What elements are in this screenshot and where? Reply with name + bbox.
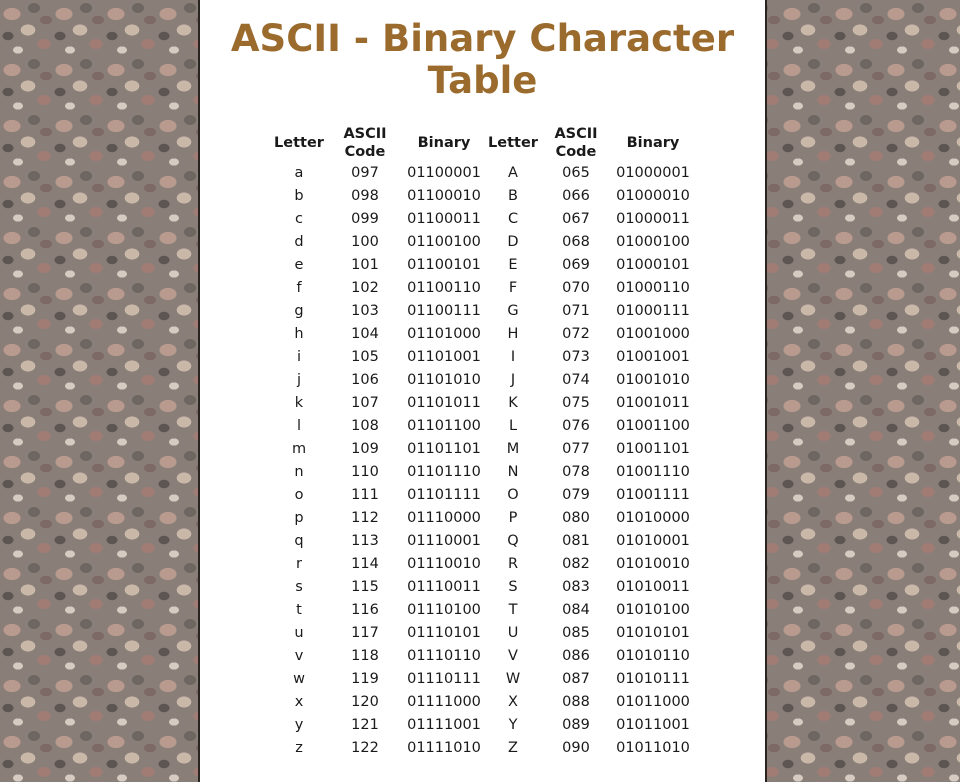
header-letter-lower: Letter bbox=[274, 135, 324, 151]
cell-letter-lower: g bbox=[294, 303, 304, 319]
cell-letter-lower: r bbox=[296, 556, 302, 572]
cell-binary-upper: 01001011 bbox=[616, 395, 690, 411]
cell-letter-upper: K bbox=[508, 395, 518, 411]
cell-letter-upper: E bbox=[508, 257, 518, 273]
cell-letter-upper: A bbox=[508, 165, 518, 181]
table-row bbox=[268, 622, 692, 645]
right-border bbox=[765, 0, 767, 782]
cell-ascii-code-upper: 075 bbox=[562, 395, 590, 411]
cell-ascii-code-lower: 100 bbox=[351, 234, 379, 250]
cell-ascii-code-upper: 077 bbox=[562, 441, 590, 457]
cell-binary-lower: 01110110 bbox=[407, 648, 481, 664]
table-row bbox=[268, 484, 692, 507]
cell-letter-upper: B bbox=[508, 188, 518, 204]
cell-letter-upper: I bbox=[510, 349, 516, 365]
table-row bbox=[268, 415, 692, 438]
table-row bbox=[268, 645, 692, 668]
cell-ascii-code-lower: 116 bbox=[351, 602, 379, 618]
cell-letter-lower: q bbox=[294, 533, 304, 549]
cell-binary-upper: 01000001 bbox=[616, 165, 690, 181]
cell-letter-lower: w bbox=[293, 671, 305, 687]
table-row bbox=[268, 300, 692, 323]
cell-binary-upper: 01001000 bbox=[616, 326, 690, 342]
content-panel bbox=[200, 0, 765, 782]
cell-letter-upper: H bbox=[507, 326, 519, 342]
cell-letter-lower: h bbox=[294, 326, 304, 342]
table-row bbox=[268, 737, 692, 760]
cell-ascii-code-lower: 099 bbox=[351, 211, 379, 227]
cell-letter-upper: Q bbox=[507, 533, 519, 549]
cell-letter-upper: J bbox=[510, 372, 516, 388]
cell-letter-upper: C bbox=[507, 211, 519, 227]
cell-ascii-code-lower: 097 bbox=[351, 165, 379, 181]
cell-letter-upper: V bbox=[508, 648, 518, 664]
cell-letter-lower: s bbox=[295, 579, 303, 595]
cell-binary-lower: 01101001 bbox=[407, 349, 481, 365]
cell-letter-lower: d bbox=[294, 234, 304, 250]
cell-ascii-code-lower: 120 bbox=[351, 694, 379, 710]
cell-binary-lower: 01111001 bbox=[407, 717, 481, 733]
cell-letter-lower: j bbox=[296, 372, 302, 388]
cell-ascii-code-upper: 088 bbox=[562, 694, 590, 710]
cell-ascii-code-lower: 101 bbox=[351, 257, 379, 273]
cell-letter-upper: N bbox=[507, 464, 519, 480]
table-row bbox=[268, 507, 692, 530]
cell-binary-lower: 01111010 bbox=[407, 740, 481, 756]
cell-ascii-code-lower: 109 bbox=[351, 441, 379, 457]
table-row bbox=[268, 438, 692, 461]
cell-ascii-code-upper: 090 bbox=[562, 740, 590, 756]
cell-ascii-code-lower: 113 bbox=[351, 533, 379, 549]
cell-letter-upper: L bbox=[508, 418, 518, 434]
cell-binary-upper: 01010001 bbox=[616, 533, 690, 549]
cell-binary-lower: 01100001 bbox=[407, 165, 481, 181]
cell-binary-upper: 01010000 bbox=[616, 510, 690, 526]
cell-letter-lower: l bbox=[296, 418, 302, 434]
cell-ascii-code-upper: 066 bbox=[562, 188, 590, 204]
cell-binary-lower: 01100100 bbox=[407, 234, 481, 250]
cell-binary-lower: 01100111 bbox=[407, 303, 481, 319]
cell-letter-lower: m bbox=[291, 441, 307, 457]
table-row bbox=[268, 323, 692, 346]
cell-binary-lower: 01101110 bbox=[407, 464, 481, 480]
cell-binary-upper: 01010110 bbox=[616, 648, 690, 664]
table-row bbox=[268, 461, 692, 484]
cell-ascii-code-lower: 112 bbox=[351, 510, 379, 526]
header-ascii-code-lower: ASCII Code bbox=[343, 126, 387, 160]
table-row bbox=[268, 553, 692, 576]
table-row bbox=[268, 530, 692, 553]
cell-ascii-code-upper: 083 bbox=[562, 579, 590, 595]
cell-ascii-code-lower: 118 bbox=[351, 648, 379, 664]
cell-binary-lower: 01111000 bbox=[407, 694, 481, 710]
cell-binary-lower: 01100011 bbox=[407, 211, 481, 227]
cell-binary-lower: 01101101 bbox=[407, 441, 481, 457]
cell-ascii-code-lower: 115 bbox=[351, 579, 379, 595]
cell-letter-lower: y bbox=[294, 717, 304, 733]
cell-letter-upper: Z bbox=[508, 740, 518, 756]
table-row bbox=[268, 208, 692, 231]
cell-letter-lower: f bbox=[296, 280, 302, 296]
cell-binary-lower: 01110000 bbox=[407, 510, 481, 526]
cell-ascii-code-upper: 087 bbox=[562, 671, 590, 687]
cell-ascii-code-upper: 076 bbox=[562, 418, 590, 434]
table-row bbox=[268, 185, 692, 208]
cell-letter-lower: e bbox=[294, 257, 304, 273]
cell-binary-upper: 01000100 bbox=[616, 234, 690, 250]
page-title: ASCII - Binary Character Table bbox=[230, 17, 735, 102]
table-body bbox=[268, 162, 692, 760]
cell-binary-upper: 01001100 bbox=[616, 418, 690, 434]
cell-ascii-code-upper: 073 bbox=[562, 349, 590, 365]
cell-ascii-code-lower: 107 bbox=[351, 395, 379, 411]
cell-ascii-code-upper: 069 bbox=[562, 257, 590, 273]
cell-letter-lower: x bbox=[294, 694, 304, 710]
cell-ascii-code-lower: 108 bbox=[351, 418, 379, 434]
cell-ascii-code-lower: 104 bbox=[351, 326, 379, 342]
cell-binary-upper: 01010011 bbox=[616, 579, 690, 595]
table-row bbox=[268, 254, 692, 277]
cell-letter-upper: G bbox=[507, 303, 519, 319]
cell-letter-lower: t bbox=[296, 602, 302, 618]
cell-binary-upper: 01001110 bbox=[616, 464, 690, 480]
cell-ascii-code-lower: 121 bbox=[351, 717, 379, 733]
cell-binary-upper: 01010101 bbox=[616, 625, 690, 641]
cell-binary-lower: 01101010 bbox=[407, 372, 481, 388]
cell-binary-upper: 01010100 bbox=[616, 602, 690, 618]
cell-ascii-code-upper: 084 bbox=[562, 602, 590, 618]
cell-binary-upper: 01011010 bbox=[616, 740, 690, 756]
cell-ascii-code-upper: 067 bbox=[562, 211, 590, 227]
cell-letter-lower: o bbox=[294, 487, 304, 503]
cell-binary-lower: 01100010 bbox=[407, 188, 481, 204]
table-row bbox=[268, 691, 692, 714]
cell-letter-upper: U bbox=[507, 625, 519, 641]
cell-ascii-code-lower: 117 bbox=[351, 625, 379, 641]
cell-letter-upper: O bbox=[507, 487, 519, 503]
cell-ascii-code-lower: 103 bbox=[351, 303, 379, 319]
cell-letter-upper: P bbox=[508, 510, 518, 526]
cell-ascii-code-upper: 085 bbox=[562, 625, 590, 641]
cell-ascii-code-upper: 065 bbox=[562, 165, 590, 181]
cell-letter-upper: R bbox=[507, 556, 519, 572]
cell-binary-lower: 01100110 bbox=[407, 280, 481, 296]
cell-ascii-code-upper: 086 bbox=[562, 648, 590, 664]
table-row bbox=[268, 369, 692, 392]
cell-letter-lower: b bbox=[294, 188, 304, 204]
ascii-binary-table bbox=[268, 124, 692, 760]
cell-letter-lower: v bbox=[294, 648, 304, 664]
cell-letter-lower: c bbox=[295, 211, 303, 227]
cell-ascii-code-lower: 105 bbox=[351, 349, 379, 365]
cell-ascii-code-lower: 119 bbox=[351, 671, 379, 687]
cell-letter-upper: D bbox=[507, 234, 519, 250]
cell-letter-lower: n bbox=[294, 464, 304, 480]
cell-letter-lower: i bbox=[296, 349, 302, 365]
cell-binary-upper: 01000111 bbox=[616, 303, 690, 319]
cell-ascii-code-upper: 078 bbox=[562, 464, 590, 480]
cell-letter-upper: T bbox=[508, 602, 518, 618]
cell-ascii-code-lower: 106 bbox=[351, 372, 379, 388]
cell-ascii-code-upper: 081 bbox=[562, 533, 590, 549]
cell-letter-lower: a bbox=[294, 165, 304, 181]
cell-letter-upper: S bbox=[508, 579, 518, 595]
table-row bbox=[268, 714, 692, 737]
cell-binary-upper: 01001010 bbox=[616, 372, 690, 388]
cell-ascii-code-upper: 071 bbox=[562, 303, 590, 319]
cell-letter-lower: u bbox=[294, 625, 304, 641]
cell-ascii-code-lower: 110 bbox=[351, 464, 379, 480]
cell-ascii-code-upper: 070 bbox=[562, 280, 590, 296]
cell-ascii-code-upper: 068 bbox=[562, 234, 590, 250]
cell-ascii-code-upper: 082 bbox=[562, 556, 590, 572]
cell-binary-upper: 01000110 bbox=[616, 280, 690, 296]
table-row bbox=[268, 346, 692, 369]
cell-binary-upper: 01001001 bbox=[616, 349, 690, 365]
cell-ascii-code-upper: 074 bbox=[562, 372, 590, 388]
cell-binary-upper: 01000011 bbox=[616, 211, 690, 227]
cell-binary-upper: 01000101 bbox=[616, 257, 690, 273]
cell-letter-lower: p bbox=[294, 510, 304, 526]
cell-letter-lower: k bbox=[294, 395, 304, 411]
header-letter-upper: Letter bbox=[488, 135, 538, 151]
cell-ascii-code-upper: 079 bbox=[562, 487, 590, 503]
header-binary-lower: Binary bbox=[417, 135, 471, 151]
table-row bbox=[268, 277, 692, 300]
cell-binary-lower: 01110101 bbox=[407, 625, 481, 641]
cell-binary-lower: 01110001 bbox=[407, 533, 481, 549]
cell-binary-upper: 01010010 bbox=[616, 556, 690, 572]
header-ascii-code-upper: ASCII Code bbox=[554, 126, 598, 160]
cell-binary-lower: 01100101 bbox=[407, 257, 481, 273]
cell-binary-upper: 01001111 bbox=[616, 487, 690, 503]
cell-binary-upper: 01000010 bbox=[616, 188, 690, 204]
cell-binary-lower: 01110100 bbox=[407, 602, 481, 618]
header-binary-upper: Binary bbox=[626, 135, 680, 151]
cell-binary-lower: 01110011 bbox=[407, 579, 481, 595]
cell-ascii-code-upper: 072 bbox=[562, 326, 590, 342]
cell-binary-lower: 01101111 bbox=[407, 487, 481, 503]
cell-binary-upper: 01011000 bbox=[616, 694, 690, 710]
cell-binary-upper: 01001101 bbox=[616, 441, 690, 457]
cell-binary-lower: 01110111 bbox=[407, 671, 481, 687]
cell-binary-lower: 01101011 bbox=[407, 395, 481, 411]
cell-binary-upper: 01011001 bbox=[616, 717, 690, 733]
cell-ascii-code-lower: 102 bbox=[351, 280, 379, 296]
cell-ascii-code-upper: 089 bbox=[562, 717, 590, 733]
cell-binary-upper: 01010111 bbox=[616, 671, 690, 687]
table-row bbox=[268, 599, 692, 622]
cell-ascii-code-lower: 114 bbox=[351, 556, 379, 572]
cell-letter-upper: M bbox=[506, 441, 520, 457]
cell-ascii-code-lower: 111 bbox=[351, 487, 379, 503]
cell-letter-upper: Y bbox=[508, 717, 518, 733]
cell-binary-lower: 01110010 bbox=[407, 556, 481, 572]
cell-ascii-code-lower: 098 bbox=[351, 188, 379, 204]
table-row bbox=[268, 231, 692, 254]
cell-ascii-code-upper: 080 bbox=[562, 510, 590, 526]
cell-binary-lower: 01101100 bbox=[407, 418, 481, 434]
cell-letter-upper: F bbox=[508, 280, 518, 296]
cell-binary-lower: 01101000 bbox=[407, 326, 481, 342]
table-row bbox=[268, 668, 692, 691]
table-header-row bbox=[268, 124, 692, 162]
cell-letter-lower: z bbox=[295, 740, 303, 756]
cell-letter-upper: X bbox=[508, 694, 518, 710]
cell-ascii-code-lower: 122 bbox=[351, 740, 379, 756]
cell-letter-upper: W bbox=[505, 671, 521, 687]
table-row bbox=[268, 162, 692, 185]
table-row bbox=[268, 392, 692, 415]
table-row bbox=[268, 576, 692, 599]
